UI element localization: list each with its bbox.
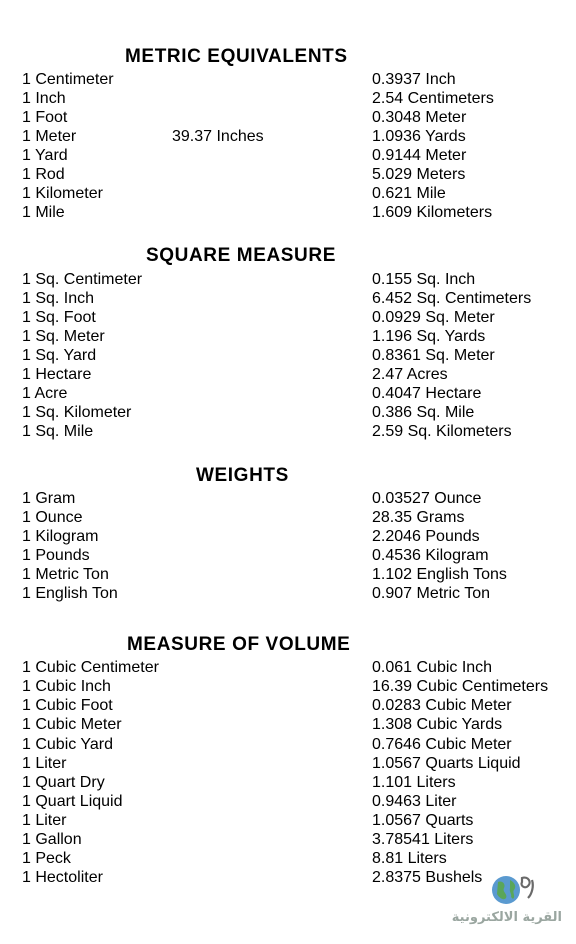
unit-label: 1 Sq. Yard [22,347,97,364]
unit-label: 1 Quart Liquid [22,793,123,810]
unit-label: 1 Kilogram [22,528,99,545]
unit-label: 1 Cubic Meter [22,716,122,733]
unit-label: 1 Kilometer [22,185,103,202]
table-row [0,696,576,715]
section-title-measure-of-volume: MEASURE OF VOLUME [127,634,351,655]
table-row [0,289,576,308]
table-row [0,127,576,146]
table-row [0,203,576,222]
table-row [0,715,576,734]
unit-label: 1 Meter [22,128,77,145]
unit-label: 1 Cubic Yard [22,736,114,753]
unit-label: 1 Sq. Mile [22,423,94,440]
equivalent-value: 1.101 Liters [372,774,456,791]
unit-label: 1 Quart Dry [22,774,105,791]
equivalent-value: 3.78541 Liters [372,831,474,848]
equivalent-value: 0.3937 Inch [372,71,456,88]
unit-label: 1 Hectare [22,366,92,383]
equivalent-value: 0.4047 Hectare [372,385,482,402]
table-row [0,403,576,422]
equivalent-value: 8.81 Liters [372,850,447,867]
unit-label: 1 Rod [22,166,65,183]
equivalent-value: 1.609 Kilometers [372,204,493,221]
table-row [0,346,576,365]
unit-label: 1 Foot [22,109,68,126]
equivalent-value: 5.029 Meters [372,166,466,183]
unit-label: 1 Metric Ton [22,566,109,583]
unit-label: 1 Acre [22,385,68,402]
equivalent-value: 0.386 Sq. Mile [372,404,475,421]
equivalent-value: 2.54 Centimeters [372,90,494,107]
equivalent-value: 0.061 Cubic Inch [372,659,493,676]
unit-label: 1 Sq. Foot [22,309,96,326]
equivalent-value: 0.3048 Meter [372,109,467,126]
table-row [0,735,576,754]
equivalent-value: 0.0929 Sq. Meter [372,309,495,326]
middle-value: 39.37 Inches [172,128,264,145]
equivalent-value: 1.0567 Quarts Liquid [372,755,521,772]
table-row [0,89,576,108]
table-row [0,508,576,527]
equivalent-value: 2.47 Acres [372,366,448,383]
equivalent-value: 2.8375 Bushels [372,869,483,886]
equivalent-value: 1.0936 Yards [372,128,466,145]
table-row [0,184,576,203]
table-row [0,565,576,584]
table-row [0,384,576,403]
table-row [0,830,576,849]
watermark-logo [451,868,562,932]
equivalent-value: 0.9463 Liter [372,793,457,810]
table-row [0,792,576,811]
equivalent-value: 0.4536 Kilogram [372,547,489,564]
equivalent-value: 28.35 Grams [372,509,465,526]
section-title-weights: WEIGHTS [196,465,289,486]
table-row [0,584,576,603]
unit-label: 1 Sq. Meter [22,328,105,345]
unit-label: 1 Peck [22,850,71,867]
unit-label: 1 English Ton [22,585,118,602]
unit-label: 1 Gallon [22,831,82,848]
unit-label: 1 Sq. Kilometer [22,404,132,421]
equivalent-value: 16.39 Cubic Centimeters [372,678,549,695]
table-row [0,165,576,184]
unit-label: 1 Liter [22,812,67,829]
section-title-metric-equivalents: METRIC EQUIVALENTS [125,46,348,67]
unit-label: 1 Mile [22,204,65,221]
table-row [0,811,576,830]
unit-label: 1 Sq. Centimeter [22,271,143,288]
unit-label: 1 Liter [22,755,67,772]
table-row [0,422,576,441]
watermark-text: القرية الالكترونية [451,910,562,925]
equivalent-value: 0.621 Mile [372,185,446,202]
globe-logo-icon [462,868,562,912]
equivalent-value: 2.59 Sq. Kilometers [372,423,512,440]
table-row [0,489,576,508]
equivalent-value: 0.9144 Meter [372,147,467,164]
equivalent-value: 0.155 Sq. Inch [372,271,476,288]
table-row [0,677,576,696]
unit-label: 1 Pounds [22,547,90,564]
unit-label: 1 Centimeter [22,71,114,88]
table-row [0,365,576,384]
equivalent-value: 1.308 Cubic Yards [372,716,503,733]
unit-label: 1 Ounce [22,509,83,526]
section-title-square-measure: SQUARE MEASURE [146,245,336,266]
table-row [0,658,576,677]
unit-label: 1 Cubic Foot [22,697,113,714]
table-row [0,327,576,346]
equivalent-value: 0.907 Metric Ton [372,585,490,602]
unit-label: 1 Gram [22,490,76,507]
table-row [0,546,576,565]
equivalent-value: 0.03527 Ounce [372,490,482,507]
equivalent-value: 1.196 Sq. Yards [372,328,486,345]
table-row [0,108,576,127]
equivalent-value: 6.452 Sq. Centimeters [372,290,532,307]
unit-label: 1 Inch [22,90,66,107]
table-row [0,527,576,546]
table-row [0,70,576,89]
equivalent-value: 1.0567 Quarts [372,812,474,829]
table-row [0,849,576,868]
unit-label: 1 Yard [22,147,68,164]
unit-label: 1 Cubic Centimeter [22,659,159,676]
table-row [0,773,576,792]
equivalent-value: 0.8361 Sq. Meter [372,347,495,364]
equivalent-value: 1.102 English Tons [372,566,507,583]
unit-label: 1 Sq. Inch [22,290,95,307]
equivalent-value: 2.2046 Pounds [372,528,480,545]
table-row [0,308,576,327]
table-row [0,754,576,773]
table-row [0,146,576,165]
equivalent-value: 0.0283 Cubic Meter [372,697,512,714]
equivalent-value: 0.7646 Cubic Meter [372,736,512,753]
unit-label: 1 Hectoliter [22,869,103,886]
unit-label: 1 Cubic Inch [22,678,111,695]
table-row [0,270,576,289]
